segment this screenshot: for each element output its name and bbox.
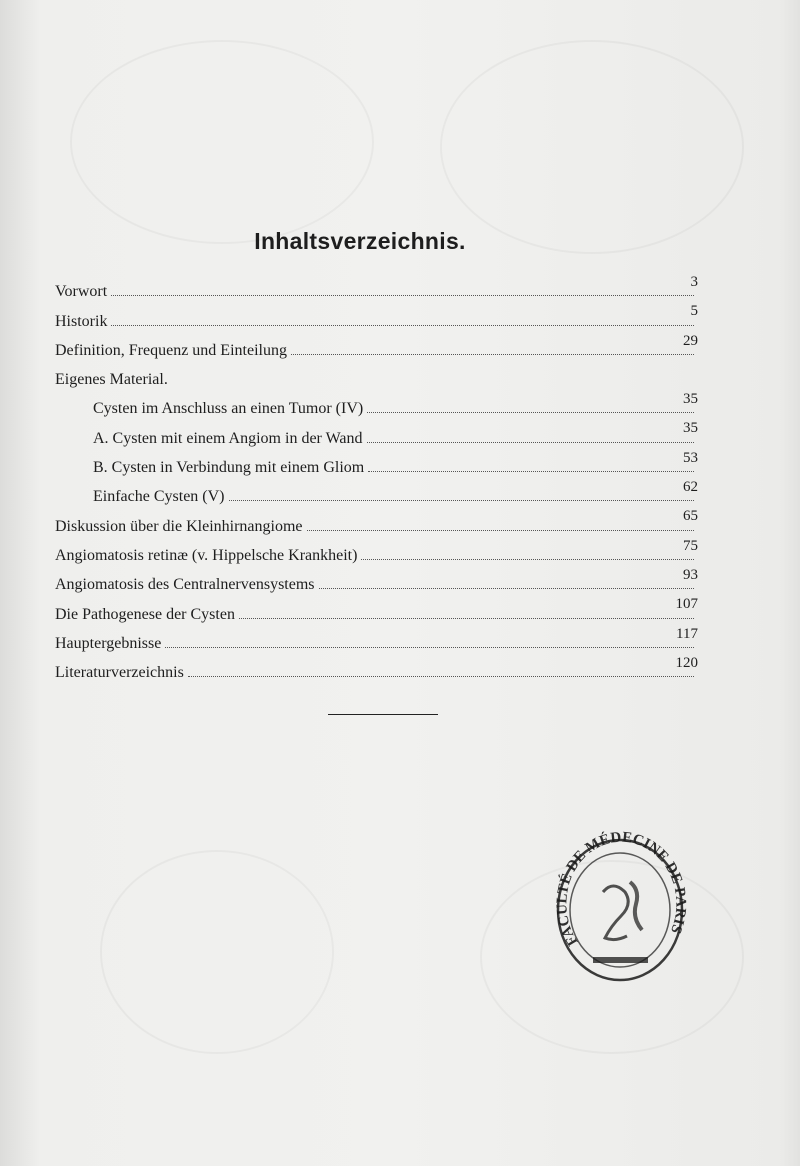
toc-entry-page-number: 93	[683, 566, 698, 583]
toc-entry-label: Definition, Frequenz und Einteilung	[55, 341, 287, 359]
show-through-drawing	[440, 40, 744, 254]
toc-entry-page-number: 53	[683, 449, 698, 466]
toc-entry	[55, 536, 700, 565]
dot-leader	[367, 442, 695, 443]
toc-entry-label: Historik	[55, 312, 108, 330]
dot-leader	[111, 295, 694, 296]
toc-entry-label: Cysten im Anschluss an einen Tumor (IV)	[93, 400, 364, 418]
toc-entry-page-number: 107	[675, 596, 698, 613]
toc-entry	[55, 448, 700, 477]
closing-rule	[328, 714, 438, 715]
svg-text:FACULTÉ DE MÉDECINE DE PARIS: FACULTÉ DE MÉDECINE DE PARIS	[554, 829, 688, 949]
dot-leader	[111, 325, 694, 326]
toc-entry-label: B. Cysten in Verbindung mit einem Gliom	[93, 459, 365, 477]
toc-entry-label: Hauptergebnisse	[55, 634, 162, 652]
toc-entry-page-number: 62	[683, 479, 698, 496]
toc-entry	[55, 360, 700, 389]
toc-entry-label: Einfache Cysten (V)	[93, 488, 225, 506]
toc-entry-page-number: 117	[676, 625, 698, 642]
dot-leader	[361, 559, 694, 560]
toc-entry-label: Literaturverzeichnis	[55, 664, 184, 682]
dot-leader	[229, 500, 694, 501]
toc-entry	[55, 594, 700, 623]
toc-entry-label: Vorwort	[55, 283, 108, 301]
dot-leader	[188, 676, 694, 677]
toc-entry	[55, 477, 700, 506]
toc-entry-page-number: 65	[683, 508, 698, 525]
dot-leader	[165, 647, 694, 648]
dot-leader	[368, 471, 694, 472]
toc-entry	[55, 653, 700, 682]
dot-leader	[307, 530, 694, 531]
toc-entry-page-number: 120	[675, 654, 698, 671]
toc-entry	[55, 565, 700, 594]
toc-entry-page-number: 3	[690, 274, 698, 290]
toc-entry-page-number: 5	[690, 303, 698, 320]
page-title: Inhaltsverzeichnis.	[254, 228, 466, 254]
show-through-drawing	[70, 40, 374, 244]
toc-entry	[55, 418, 700, 447]
toc-entry	[55, 301, 700, 330]
toc-entry-label: A. Cysten mit einem Angiom in der Wand	[93, 429, 363, 447]
toc-entry	[55, 624, 700, 653]
toc-entry-label: Angiomatosis retinæ (v. Hippelsche Krankheit)	[55, 546, 358, 564]
toc-entry	[55, 506, 700, 535]
toc-entry-label: Eigenes Material.	[55, 371, 168, 389]
toc-entry	[55, 331, 700, 360]
library-stamp-icon	[548, 822, 688, 982]
dot-leader	[239, 618, 694, 619]
toc-entry-label: Die Pathogenese der Cysten	[55, 605, 235, 623]
toc-entry-page-number: 29	[683, 332, 698, 349]
toc-entry	[55, 272, 700, 301]
toc-entry-page-number: 35	[683, 420, 698, 437]
toc-entry-label: Diskussion über die Kleinhirnangiome	[55, 517, 303, 535]
toc-entry-page-number: 35	[683, 391, 698, 408]
toc-entry-page-number: 75	[683, 537, 698, 554]
toc-entry	[55, 389, 700, 418]
dot-leader	[367, 412, 694, 413]
show-through-drawing	[100, 850, 334, 1054]
dot-leader	[291, 354, 694, 355]
dot-leader	[319, 588, 694, 589]
toc-entry-label: Angiomatosis des Centralnervensystems	[55, 576, 315, 594]
table-of-contents	[55, 272, 700, 682]
